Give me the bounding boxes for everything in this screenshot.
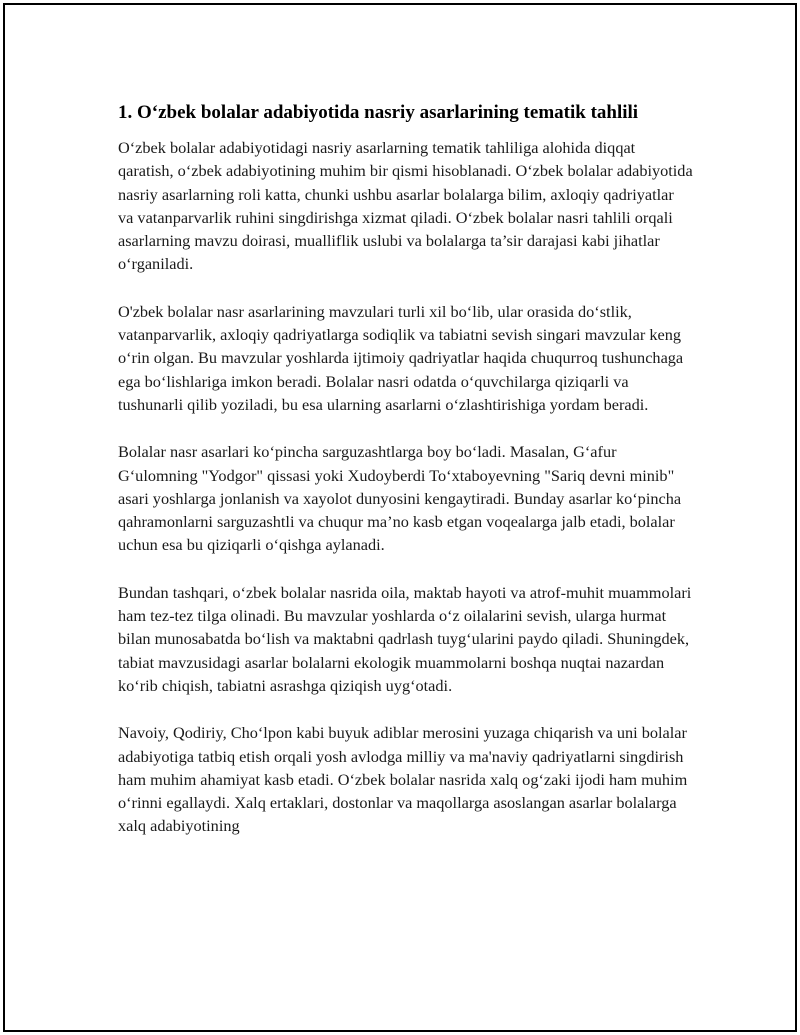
document-body <box>118 99 693 862</box>
paragraph-2: O'zbek bolalar nasr asarlarining mavzulari turli xil bo‘lib, ular orasida do‘stlik, vatanparvarlik, axloqiy qadriyatlarga sodiqlik va tabiatni sevish singari mavzular keng o‘rin olgan. Bu mavzular yoshlarda ijtimoiy qadriyatlar haqida chuqurroq tushunchaga ega bo‘lishlariga imkon beradi. Bolalar nasri odatda o‘quvchilarga qiziqarli va tushunarli qilib yoziladi, bu esa ularning asarlarni o‘zlashtirishiga yordam beradi. <box>118 301 684 414</box>
paragraph-5: Navoiy, Qodiriy, Cho‘lpon kabi buyuk adiblar merosini yuzaga chiqarish va uni bolalar adabiyotiga tatbiq etish orqali yosh avlodga milliy va ma'naviy qadriyatlarni singdirish ham muhim ahamiyat kasb etadi. O‘zbek bolalar nasrida xalq og‘zaki ijodi ham muhim o‘rinni egallaydi. Xalq ertaklari, dostonlar va maqollarga asoslangan asarlar bolalarga xalq adabiyotining <box>118 723 688 836</box>
paragraph-3: Bolalar nasr asarlari ko‘pincha sarguzashtlarga boy bo‘ladi. Masalan, G‘afur G‘ulomning "Yodgor" qissasi yoki Xudoyberdi To‘xtaboyevning "Sariq devni minib" asari yoshlarga jonlanish va xayolot dunyosini kengaytiradi. Bunday asarlar ko‘pincha qahramonlarni sarguzashtli va chuqur ma’no kasb etgan voqealarga jalb etadi, bolalar uchun esa bu qiziqarli o‘qishga aylanadi. <box>118 442 682 555</box>
page-frame <box>3 3 797 1032</box>
paragraph-4: Bundan tashqari, o‘zbek bolalar nasrida oila, maktab hayoti va atrof-muhit muammolari ham tez-tez tilga olinadi. Bu mavzular yoshlarda o‘z oilalarini sevish, ularga hurmat bilan munosabatda bo‘lish va maktabni qadrlash tuyg‘ularini paydo qiladi. Shuningdek, tabiat mavzusidagi asarlar bolalarni ekologik muammolarni boshqa nuqtai nazardan ko‘rib chiqish, tabiatni asrashga qiziqish uyg‘otadi. <box>118 582 692 695</box>
section-title: 1. O‘zbek bolalar adabiyotida nasriy asarlarining tematik tahlili <box>118 102 639 123</box>
paragraph-1: O‘zbek bolalar adabiyotidagi nasriy asarlarning tematik tahliliga alohida diqqat qaratish, o‘zbek adabiyotining muhim bir qismi hisoblanadi. O‘zbek bolalar adabiyotida nasriy asarlarning roli katta, chunki ushbu asarlar bolalarga bilim, axloqiy qadriyatlar va vatanparvarlik ruhini singdirishga xizmat qiladi. O‘zbek bolalar nasri tahlili orqali asarlarning mavzu doirasi, mualliflik uslubi va bolalarga ta’sir darajasi kabi jihatlar o‘rganiladi. <box>118 138 693 274</box>
